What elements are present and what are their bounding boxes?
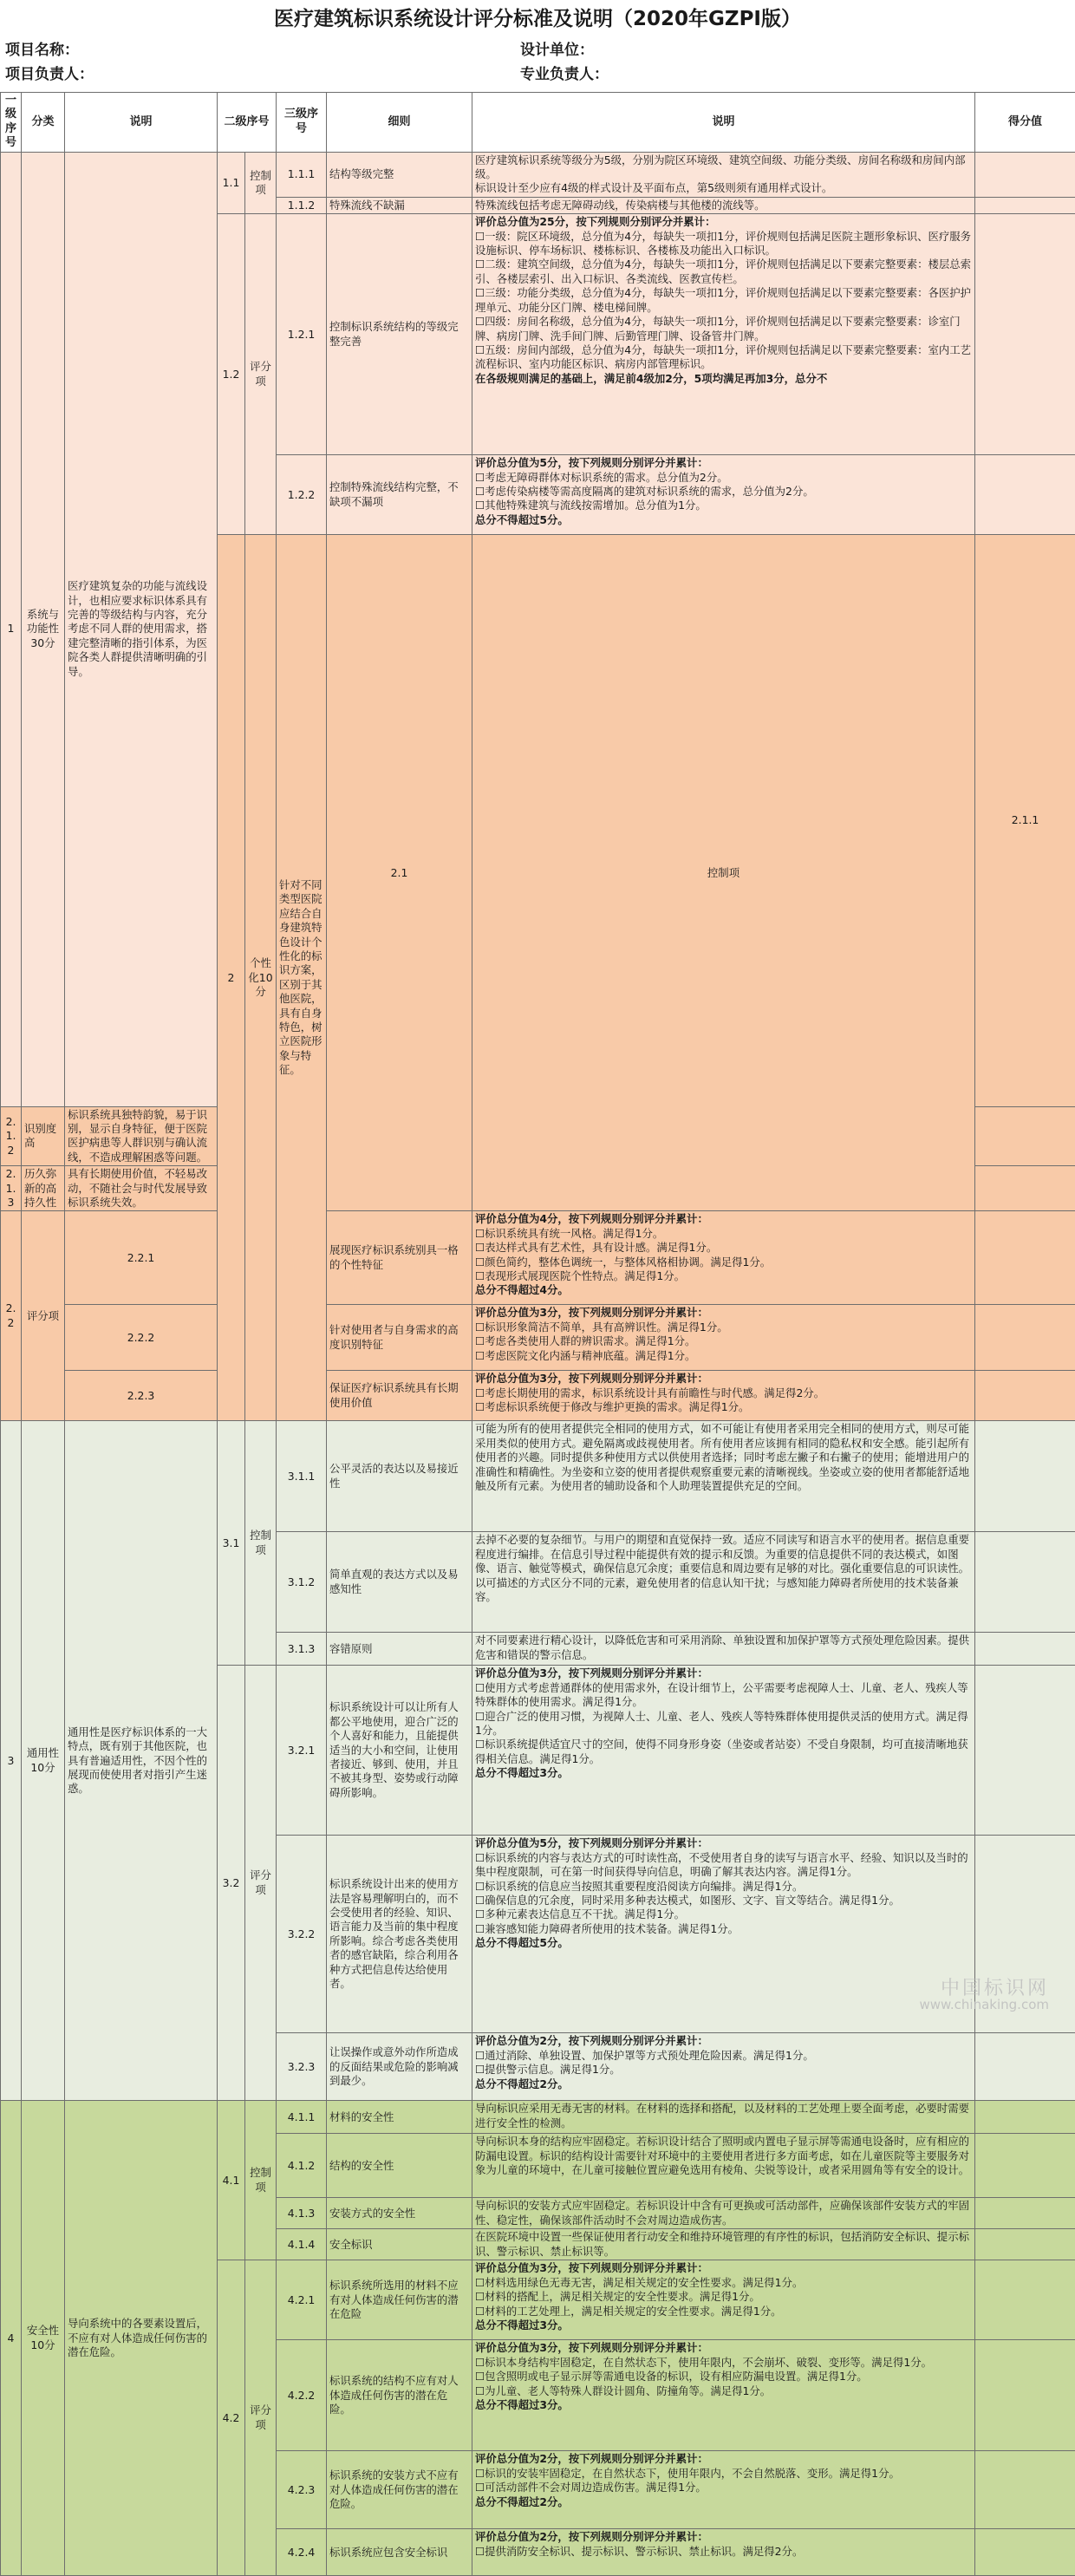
- l2-type: 评分项: [245, 214, 277, 535]
- detail-cell: 安装方式的安全性: [327, 2198, 472, 2229]
- description-line: 标识设计至少应有4级的样式设计及平面布点，第5级则须有通用样式设计。: [475, 181, 972, 195]
- detail-cell: 历久弥新的高持久性: [22, 1166, 65, 1211]
- rule-item: ☐表现形式展现医院个性特点。满足得1分。: [475, 1269, 972, 1283]
- section-category: 系统与功能性30分: [22, 152, 65, 1106]
- description-cell: [472, 1371, 975, 1421]
- l3-number: 4.2.1: [277, 2260, 327, 2340]
- detail-cell: 标识系统应包含安全标识: [327, 2529, 472, 2576]
- detail-cell: 保证医疗标识系统具有长期使用价值: [327, 1371, 472, 1421]
- description-line: 标识系统具独特韵貌，易于识别，显示自身特征，便于医院医护病患等人群识别与确认流线，不造成理解困惑等问题。: [68, 1108, 214, 1165]
- section-number: 3: [1, 1421, 22, 2101]
- score-cell[interactable]: [975, 1371, 1075, 1421]
- design-unit-label: 设计单位：: [520, 42, 594, 59]
- rule-item: ☐确保信息的冗余度，同时采用多种表达模式，如图形、文字、盲文等结合。满足得1分。: [475, 1894, 972, 1908]
- rule-item: ☐标识系统的内容与表达方式的可时读性高，不受使用者自身的读写与语言水平、经验、知识以及当时的集中程度限制，可在第一时间获得导向信息，明确了解其表达内容。满足得1分。: [475, 1851, 972, 1880]
- rule-item: ☐标识系统具有统一风格。满足得1分。: [475, 1227, 972, 1241]
- rule-item: ☐考虑各类使用人群的辨识需求。满足得1分。: [475, 1334, 972, 1348]
- rule-item: ☐标识系统的信息应当按照其重要程度沿阅读方向编排。满足得1分。: [475, 1880, 972, 1894]
- rule-total: 总分不得超过5分。: [475, 1936, 972, 1950]
- rule-heading: 评价总分值为3分，按下列规则分别评分并累计：: [475, 2341, 972, 2355]
- score-cell[interactable]: [975, 2229, 1075, 2260]
- description-cell: [472, 1211, 975, 1305]
- l2-number: 4.2: [218, 2260, 245, 2576]
- score-cell[interactable]: [975, 2198, 1075, 2229]
- specialty-lead-label: 专业负责人：: [520, 66, 609, 83]
- score-cell[interactable]: [975, 455, 1075, 535]
- rule-item: ☐四级：房间名称级，总分值为4分，每缺失一项扣1分，评价规则包括满足以下要素完整要素：诊室门牌、病房门牌、洗手间门牌、后勤管理门牌、设备管井门牌。: [475, 315, 972, 343]
- l2-number: 3.2: [218, 1666, 245, 2101]
- l3-number: 1.1.1: [277, 152, 327, 197]
- rule-item: ☐通过消除、单独设置、加保护罩等方式预处理危险因素。满足得1分。: [475, 2049, 972, 2063]
- score-cell[interactable]: [975, 1532, 1075, 1633]
- section-category: 个性化10分: [245, 535, 277, 1421]
- section-number: 2: [218, 535, 245, 1421]
- detail-cell: 公平灵活的表达以及易接近性: [327, 1421, 472, 1532]
- detail-cell: 展现医疗标识系统别具一格的个性特征: [327, 1211, 472, 1305]
- rule-item: ☐标识系统提供适宜尺寸的空间，使得不同身形身姿（坐姿或者站姿）不受自身限制，均可直接清晰地获得相关信息。满足得1分。: [475, 1738, 972, 1766]
- description-cell: [472, 2260, 975, 2340]
- l2-type: 评分项: [245, 2260, 277, 2576]
- rule-total: 总分不得超过3分。: [475, 2318, 972, 2332]
- description-cell: [472, 1305, 975, 1371]
- rule-heading: 评价总分值为4分，按下列规则分别评分并累计：: [475, 1212, 972, 1226]
- description-line: 去掉不必要的复杂细节。与用户的期望和直觉保持一致。适应不同读写和语言水平的使用者。据信息重要程度进行编排。在信息引导过程中能提供有效的提示和反馈。为重要的信息提供不同的表达模式，如图像、语言、触觉等模式，确保信息冗余度；重要信息和周边要有足够的对比。强化重要信息的可识读性。以可描述的方式区分不同的元素，避免使用者的信息认知干扰；与感知能力障碍者所使用的技术装备兼容。: [475, 1533, 972, 1604]
- score-cell[interactable]: [975, 1421, 1075, 1532]
- description-cell: [472, 197, 975, 213]
- rule-item: ☐考虑标识系统便于修改与维护更换的需求。满足得1分。: [475, 1400, 972, 1414]
- l2-type: 评分项: [245, 1666, 277, 2101]
- header-level3: 三级序号: [277, 93, 327, 153]
- score-cell[interactable]: [975, 1166, 1075, 1211]
- l3-number: 2.1.1: [975, 535, 1075, 1106]
- rule-total: 总分不得超过3分。: [475, 1766, 972, 1780]
- rule-item: ☐提供消防安全标识、提示标识、警示标识、禁止标识。满足得2分。: [475, 2545, 972, 2559]
- description-cell: [472, 2033, 975, 2101]
- detail-cell: 控制标识系统结构的等级完整完善: [327, 214, 472, 455]
- description-cell: [472, 2340, 975, 2451]
- watermark-title: 中国标识网: [919, 1981, 1049, 1997]
- l3-number: 2.2.2: [65, 1305, 218, 1371]
- table-row: [1, 152, 1075, 197]
- rule-item: ☐表达样式具有艺术性，具有设计感。满足得1分。: [475, 1241, 972, 1255]
- description-line: 医疗建筑标识系统等级分为5级，分别为院区环境级、建筑空间级、功能分类级、房间名称级和房间内部级。: [475, 153, 972, 182]
- rule-heading: 评价总分值为2分，按下列规则分别评分并累计：: [475, 2034, 972, 2048]
- l3-number: 3.2.3: [277, 2033, 327, 2101]
- l2-type: 评分项: [22, 1211, 65, 1421]
- section-number: 4: [1, 2101, 22, 2576]
- description-line: 在医院环境中设置一些保证使用者行动安全和维持环境管理的有序性的标识，包括消防安全标识、提示标识、警示标识、禁止标识等。: [475, 2230, 972, 2259]
- l3-number: 4.2.2: [277, 2340, 327, 2451]
- description-line: 导向标识本身的结构应牢固稳定。若标识设计结合了照明或内置电子显示屏等需通电设备时，应有相应的防漏电设置。标识的结构设计需要针对环境中的主要使用者进行多方面考虑，如在儿童医院等主要服务对象为儿童的环境中，在儿童可接触位置应避免选用有棱角、尖锐等设计，或者采用圆角等有安全的设计。: [475, 2135, 972, 2177]
- detail-cell: 标识系统设计出来的使用方法是容易理解明白的，而不会受使用者的经验、知识、语言能力及当前的集中程度所影响。综合考虑各类使用者的感官缺陷，综合利用各种方式把信息传达给使用者。: [327, 1836, 472, 2033]
- header-score: 得分值: [975, 93, 1075, 153]
- l3-number: 1.2.2: [277, 455, 327, 535]
- rule-heading: 评价总分值为2分，按下列规则分别评分并累计：: [475, 2452, 972, 2466]
- rule-heading: 评价总分值为2分，按下列规则分别评分并累计：: [475, 2530, 972, 2544]
- l3-number: 1.2.1: [277, 214, 327, 455]
- l3-number: 4.2.4: [277, 2529, 327, 2576]
- project-name-label: 项目名称：: [5, 42, 79, 59]
- score-cell[interactable]: [975, 1106, 1075, 1166]
- rule-item: ☐五级：房间内部级，总分值为4分，每缺失一项扣1分，评价规则包括满足以下要素完整要素：室内工艺流程标识、室内功能区标识、病房内部管理标识。: [475, 343, 972, 372]
- l3-number: 2.2.3: [65, 1371, 218, 1421]
- rule-item: ☐标识形象简洁不简单，具有高辨识性。满足得1分。: [475, 1321, 972, 1334]
- detail-cell: 控制特殊流线结构完整，不缺项不漏项: [327, 455, 472, 535]
- rule-heading: 评价总分值为3分，按下列规则分别评分并累计：: [475, 1306, 972, 1320]
- rule-item: ☐材料的搭配上，满足相关规定的安全性要求。满足得1分。: [475, 2290, 972, 2304]
- rule-total: 总分不得超过5分。: [475, 513, 972, 527]
- description-cell: [472, 2134, 975, 2198]
- l2-number: 1.1: [218, 152, 245, 214]
- l2-number: 4.1: [218, 2101, 245, 2260]
- rule-total: 总分不得超过2分。: [475, 2077, 972, 2091]
- header-desc1: 说明: [65, 93, 218, 153]
- rule-total: 总分不得超过3分。: [475, 2398, 972, 2412]
- description-cell: [472, 152, 975, 197]
- description-cell: [472, 1836, 975, 2033]
- score-cell[interactable]: [975, 214, 1075, 455]
- detail-cell: 结构等级完整: [327, 152, 472, 197]
- section-number: 1: [1, 152, 22, 1106]
- rule-total: 在各级规则满足的基础上，满足前4级加2分，5项均满足再加3分，总分不: [475, 372, 972, 386]
- rule-item: ☐材料的工艺处理上，满足相关规定的安全性要求。满足得1分。: [475, 2305, 972, 2318]
- rule-total: 总分不得超过4分。: [475, 1283, 972, 1297]
- description-cell: [472, 1633, 975, 1666]
- l3-number: 2.2.1: [65, 1211, 218, 1305]
- section-description: 医疗建筑复杂的功能与流线设计，也相应要求标识体系具有完善的等级结构与内容，充分考虑不同人群的使用需求，搭建完整清晰的指引体系，为医院各类人群提供清晰明确的引导。: [65, 152, 218, 1106]
- description-cell: [65, 1106, 218, 1166]
- l3-number: 4.1.2: [277, 2134, 327, 2198]
- detail-cell: 标识系统的结构不应有对人体造成任何伤害的潜在危险。: [327, 2340, 472, 2451]
- description-cell: [65, 1166, 218, 1211]
- detail-cell: 让误操作或意外动作所造成的反面结果或危险的影响减到最少。: [327, 2033, 472, 2101]
- l3-number: 3.2.2: [277, 1836, 327, 2033]
- l2-type: 控制项: [245, 2101, 277, 2260]
- rule-heading: 评价总分值为3分，按下列规则分别评分并累计：: [475, 1666, 972, 1680]
- score-cell[interactable]: [975, 1666, 1075, 1836]
- scoring-table: [0, 92, 1075, 2576]
- header-row: [1, 93, 1075, 153]
- description-line: 导向标识的安装方式应牢固稳定。若标识设计中含有可更换或可活动部件，应确保该部件安装方式的牢固性、稳定性，确保该部件活动时不会对周边造成伤害。: [475, 2199, 972, 2227]
- rule-heading: 评价总分值为3分，按下列规则分别评分并累计：: [475, 1372, 972, 1386]
- document-title: 医疗建筑标识系统设计评分标准及说明（2020年GZPI版）: [0, 0, 1075, 38]
- description-line: 具有长期使用价值，不轻易改动，不随社会与时代发展导致标识系统失效。: [68, 1167, 214, 1210]
- rule-item: ☐材料选用绿色无毒无害，满足相关规定的安全性要求。满足得1分。: [475, 2276, 972, 2290]
- rule-item: ☐其他特殊建筑与流线按需增加。总分值为1分。: [475, 499, 972, 512]
- header-detail: 细则: [327, 93, 472, 153]
- description-cell: [472, 1666, 975, 1836]
- rule-item: ☐为儿童、老人等特殊人群设计圆角、防撞角等。满足得1分。: [475, 2384, 972, 2398]
- rule-item: ☐考虑长期使用的需求，标识系统设计具有前瞻性与时代感。满足得2分。: [475, 1386, 972, 1400]
- score-cell[interactable]: [975, 2529, 1075, 2576]
- table-row: [1, 1371, 1075, 1421]
- header-level2: 二级序号: [218, 93, 277, 153]
- detail-cell: 安全标识: [327, 2229, 472, 2260]
- rule-item: ☐一级：院区环境级，总分值为4分，每缺失一项扣1分，评价规则包括满足医院主题形象标识、医疗服务设施标识、停车场标识、楼栋标识、各楼栋及功能出入口标识。: [475, 230, 972, 258]
- rule-item: ☐迎合广泛的使用习惯，为视障人士、儿童、老人、残疾人等特殊群体使用提供灵活的使用方式。满足得1分。: [475, 1710, 972, 1738]
- section-description: 通用性是医疗标识体系的一大特点，既有别于其他医院，也具有普遍适用性，不因个性的展现而使使用者对指引产生迷惑。: [65, 1421, 218, 2101]
- detail-cell: 材料的安全性: [327, 2101, 472, 2134]
- score-cell[interactable]: [975, 1211, 1075, 1305]
- score-cell[interactable]: [975, 2101, 1075, 2134]
- rule-item: ☐考虑医院文化内涵与精神底蕴。满足得1分。: [475, 1349, 972, 1363]
- rule-item: ☐使用方式考虑普通群体的使用需求外，在设计细节上，公平需要考虑视障人士、儿童、老人、残疾人等特殊群体的使用需求。满足得1分。: [475, 1681, 972, 1710]
- rule-item: ☐二级：建筑空间级，总分值为4分，每缺失一项扣1分，评价规则包括满足以下要素完整要素：楼层总索引、各楼层索引、出入口标识、各类流线、医教宣传栏。: [475, 258, 972, 286]
- l3-number: 4.1.4: [277, 2229, 327, 2260]
- l3-number: 3.1.2: [277, 1532, 327, 1633]
- description-cell: [472, 2101, 975, 2134]
- rule-item: ☐包含照明或电子显示屏等需通电设备的标识，设有相应防漏电设置。满足得1分。: [475, 2370, 972, 2384]
- detail-cell: 标识系统设计可以让所有人都公平地使用，迎合广泛的个人喜好和能力，且能提供适当的大小和空间，让使用者接近、够到、使用，并且不被其身型、姿势或行动障碍所影响。: [327, 1666, 472, 1836]
- section-description: 导向系统中的各要素设置后，不应有对人体造成任何伤害的潜在危险。: [65, 2101, 218, 2576]
- l2-type: 控制项: [245, 1421, 277, 1666]
- description-cell: [472, 214, 975, 455]
- header-level1: 一级序号: [1, 93, 22, 153]
- header-category: 分类: [22, 93, 65, 153]
- detail-cell: 容错原则: [327, 1633, 472, 1666]
- rule-item: ☐标识本身结构牢固稳定，在自然状态下，使用年限内，不会崩坏、破裂、变形等。满足得1分。: [475, 2356, 972, 2370]
- rule-item: ☐标识的安装牢固稳定，在自然状态下，使用年限内，不会自然脱落、变形。满足得1分。: [475, 2467, 972, 2481]
- description-cell: [472, 455, 975, 535]
- rule-item: ☐兼容感知能力障碍者所使用的技术装备。满足得1分。: [475, 1922, 972, 1936]
- l2-type: 控制项: [472, 535, 975, 1211]
- rule-item: ☐考虑无障碍群体对标识系统的需求。总分值为2分。: [475, 471, 972, 485]
- rule-item: ☐颜色简约，整体色调统一，与整体风格相协调。满足得1分。: [475, 1255, 972, 1269]
- rule-heading: 评价总分值为25分，按下列规则分别评分并累计：: [475, 215, 972, 229]
- l2-number: 1.2: [218, 214, 245, 535]
- section-description: 针对不同类型医院应结合自身建筑特色设计个性化的标识方案，区别于其他医院，具有自身特色，树立医院形象与特征。: [277, 535, 327, 1421]
- l3-number: 1.1.2: [277, 197, 327, 213]
- score-cell[interactable]: [975, 1633, 1075, 1666]
- l3-number: 3.1.1: [277, 1421, 327, 1532]
- rule-item: ☐可活动部件不会对周边造成伤害。满足得1分。: [475, 2481, 972, 2494]
- score-cell[interactable]: [975, 2033, 1075, 2101]
- detail-cell: 特殊流线不缺漏: [327, 197, 472, 213]
- l3-number: 4.2.3: [277, 2451, 327, 2529]
- l3-number: 3.1.3: [277, 1633, 327, 1666]
- rule-total: 总分不得超过2分。: [475, 2495, 972, 2509]
- description-cell: [472, 2198, 975, 2229]
- description-line: 可能为所有的使用者提供完全相同的使用方式，如不可能让有使用者采用完全相同的使用方式，则尽可能采用类似的使用方式。避免隔离或歧视使用者。所有使用者应该拥有相同的隐私权和安全感。能引起所有使用者的兴趣。同时提供多种使用方式以供使用者选择；同时考虑左撇子和右撇子的使用；能增进用户的准确性和精确性。为坐姿和立姿的使用者提供观察重要元素的清晰视线。坐姿或立姿的使用者都能舒适地触及所有元素。为使用者的辅助设备和个人助理装置提供充足的空间。: [475, 1422, 972, 1493]
- section-category: 安全性10分: [22, 2101, 65, 2576]
- score-cell[interactable]: [975, 152, 1075, 197]
- l3-number: 2.1.2: [1, 1106, 22, 1166]
- table-row: [1, 1211, 1075, 1305]
- description-line: 特殊流线包括考虑无障碍动线，传染病楼与其他楼的流线等。: [475, 199, 972, 212]
- watermark-url: www.chinaking.com: [919, 1997, 1049, 2012]
- project-lead-label: 项目负责人：: [5, 66, 94, 83]
- score-cell[interactable]: [975, 197, 1075, 213]
- detail-cell: 简单直观的表达方式以及易感知性: [327, 1532, 472, 1633]
- description-cell: [472, 1532, 975, 1633]
- l2-type: 控制项: [245, 152, 277, 214]
- l2-number: 3.1: [218, 1421, 245, 1666]
- l3-number: 4.1.3: [277, 2198, 327, 2229]
- score-cell[interactable]: [975, 1305, 1075, 1371]
- description-cell: [472, 2451, 975, 2529]
- rule-item: ☐提供警示信息。满足得1分。: [475, 2063, 972, 2077]
- detail-cell: 针对使用者与自身需求的高度识别特征: [327, 1305, 472, 1371]
- table-row: [1, 2101, 1075, 2134]
- l2-number: 2.1: [327, 535, 472, 1211]
- rule-item: ☐考虑传染病楼等需高度隔离的建筑对标识系统的需求，总分值为2分。: [475, 485, 972, 499]
- score-cell[interactable]: [975, 2134, 1075, 2198]
- description-cell: [472, 2529, 975, 2576]
- l3-number: 4.1.1: [277, 2101, 327, 2134]
- rule-heading: 评价总分值为3分，按下列规则分别评分并累计：: [475, 2261, 972, 2275]
- score-cell[interactable]: [975, 2340, 1075, 2451]
- detail-cell: 标识系统的安装方式不应有对人体造成任何伤害的潜在危险。: [327, 2451, 472, 2529]
- rule-heading: 评价总分值为5分，按下列规则分别评分并累计：: [475, 1836, 972, 1850]
- l2-number: 2.2: [1, 1211, 22, 1421]
- description-cell: [472, 1421, 975, 1532]
- section-category: 通用性10分: [22, 1421, 65, 2101]
- l3-number: 2.1.3: [1, 1166, 22, 1211]
- watermark: [919, 1981, 1049, 2012]
- detail-cell: 识别度高: [22, 1106, 65, 1166]
- table-row: [1, 1421, 1075, 1532]
- detail-cell: 标识系统所选用的材料不应有对人体造成任何伤害的潜在危险: [327, 2260, 472, 2340]
- rule-item: ☐多种元素表达信息互不干扰。满足得1分。: [475, 1908, 972, 1921]
- score-cell[interactable]: [975, 2260, 1075, 2340]
- rule-heading: 评价总分值为5分，按下列规则分别评分并累计：: [475, 456, 972, 470]
- l3-number: 3.2.1: [277, 1666, 327, 1836]
- description-line: 导向标识应采用无毒无害的材料。在材料的选择和搭配，以及材料的工艺处理上要全面考虑，必要时需要进行安全性的检测。: [475, 2102, 972, 2130]
- detail-cell: 结构的安全性: [327, 2134, 472, 2198]
- header-desc2: 说明: [472, 93, 975, 153]
- table-row: [1, 1305, 1075, 1371]
- description-cell: [472, 2229, 975, 2260]
- score-cell[interactable]: [975, 2451, 1075, 2529]
- description-line: 对不同要素进行精心设计，以降低危害和可采用消除、单独设置和加保护罩等方式预处理危险因素。提供危害和错误的警示信息。: [475, 1634, 972, 1662]
- rule-item: ☐三级：功能分类级，总分值为4分，每缺失一项扣1分，评价规则包括满足以下要素完整要素：各医护护理单元、功能分区门牌、楼电梯间牌。: [475, 286, 972, 315]
